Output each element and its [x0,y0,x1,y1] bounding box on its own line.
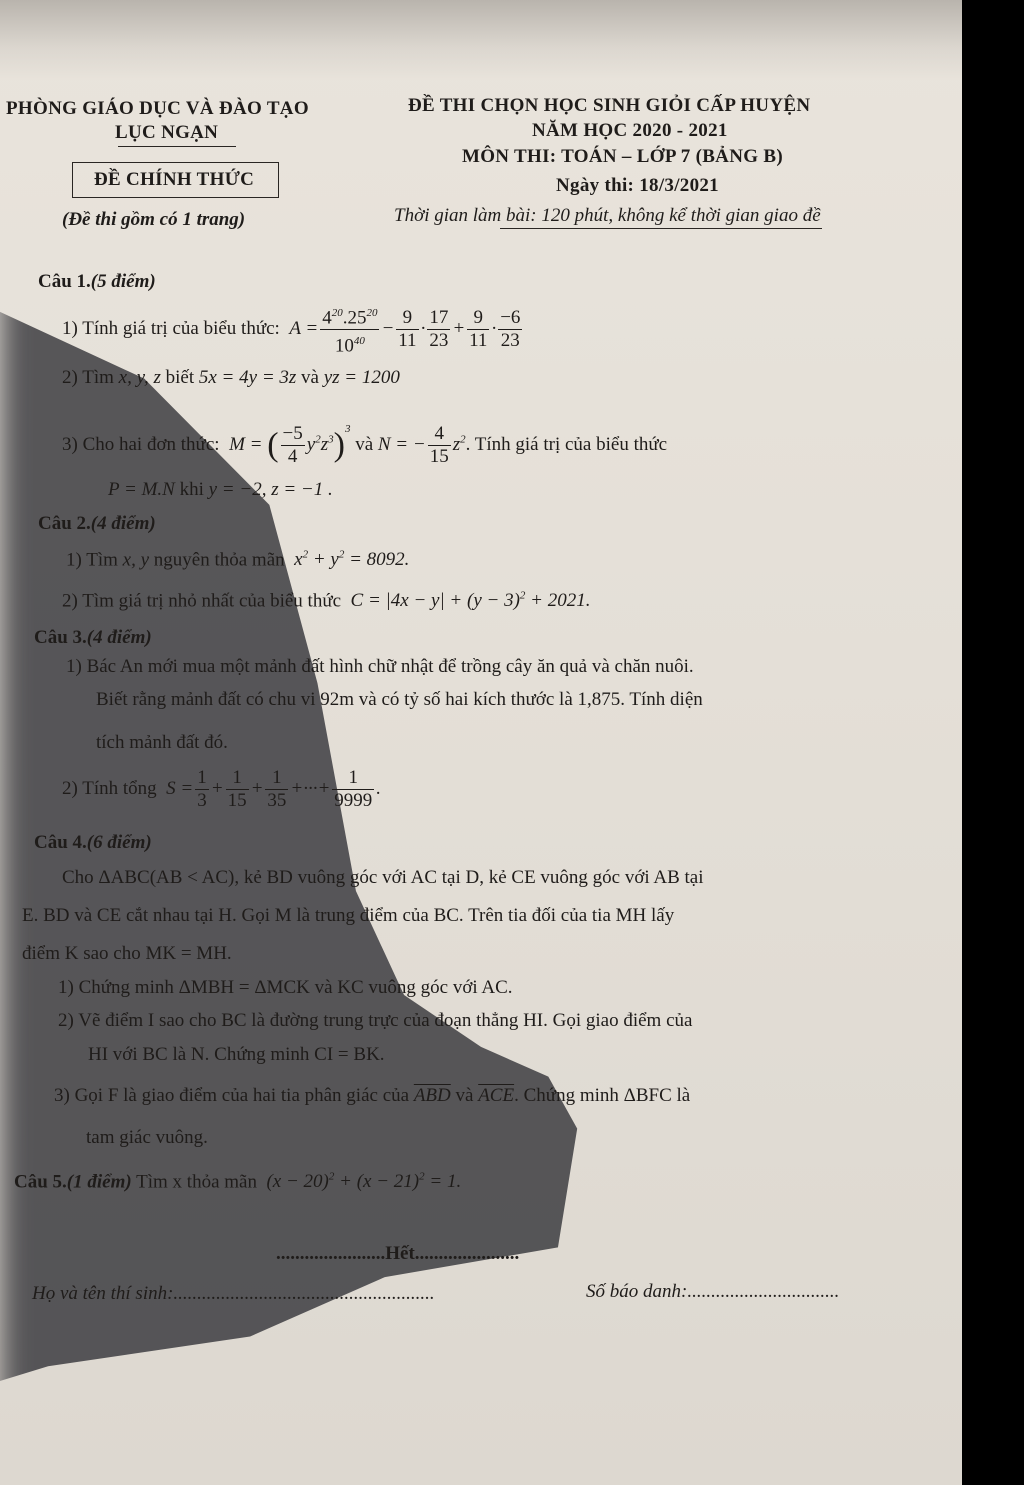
q1-heading [38,270,156,294]
q1-p1 [62,302,524,358]
q4-p2-line1: 2) Vẽ điểm I sao cho BC là đường trung trực của đoạn thẳng HI. Gọi giao điểm của [58,1010,693,1031]
q1-p3-mid: khi [179,479,204,500]
org-line1: PHÒNG GIÁO DỤC VÀ ĐÀO TẠO [6,98,309,119]
q1-p3-cond: y = −2, z = −1 . [208,479,333,500]
q4-points: (6 điểm) [86,832,152,853]
q3-p2 [62,765,381,813]
q1-p2 [62,366,400,390]
q1-p2-and: và [301,367,319,388]
q3-title: Câu 3. [34,627,87,648]
q1-p3 [62,405,667,470]
q1-p1-expr: A = $\frac{4^{20}.25^{20}}{10^{40}}$ − $\frac{9}{11}$ · $\frac{17}{23}$ + $\frac{9}{11}$ · $\frac{-6}{23}$ [285,318,525,339]
q2-points: (4 điểm) [90,513,156,534]
exam-date: Ngày thi: 18/3/2021 [556,175,719,196]
q3-p1-line3: tích mảnh đất đó. [96,732,228,753]
q4-p3-text-b: . Chứng minh ΔBFC là [514,1085,691,1106]
q2-p2-expr: $C = |4x - y| + (y - 3)^2 + 2021$. [345,590,591,612]
q2-p2 [62,584,590,613]
q1-p3-N: N = − $\frac{4}{15}$ $z^2$ [377,423,466,468]
q4-p3-angle1: $\overline{ABD}$ [413,1085,451,1106]
q4-p3-line2: tam giác vuông. [86,1127,208,1148]
q4-line1: Cho ΔABC(AB < AC), kẻ BD vuông góc với AC tại D, kẻ CE vuông góc với AB tại [62,867,704,888]
q1-p3-M: M = ( $\frac{-5}{4}$ $y^2z^3)^3$ [224,423,351,468]
q4-title: Câu 4. [34,832,87,853]
q1-p3-text: 3) Cho hai đơn thức: [62,434,220,455]
q1-points: (5 điểm) [90,271,156,292]
q1-title: Câu 1. [38,271,91,292]
exam-time: Thời gian làm bài: 120 phút, không kể thời gian giao đề [394,205,821,226]
candidate-id-label: Số báo danh:................................ [586,1281,840,1302]
q4-p3-text-a: 3) Gọi F là giao điểm của hai tia phân giác của [54,1085,410,1106]
q4-p1: 1) Chứng minh ΔMBH = ΔMCK và KC vuông góc với AC. [58,977,513,998]
q1-p3-and: và [355,434,374,455]
q1-p3-tail: . Tính giá trị của biểu thức [465,434,668,455]
q1-p2-vars: x, y, z [118,367,161,388]
q1-p3-expr: P = M.N [108,479,175,500]
header-underline [500,228,822,229]
end-marker: .......................Hết...................... [276,1243,520,1264]
q4-line2: E. BD và CE cắt nhau tại H. Gọi M là trung điểm của BC. Trên tia đối của tia MH lấy [22,905,675,926]
q2-title: Câu 2. [38,513,91,534]
q5-eq: $(x - 20)^2 + (x - 21)^2 = 1$. [261,1171,462,1193]
q2-p1 [66,543,409,572]
q3-points: (4 điểm) [86,627,152,648]
org-line2: LỤC NGẠN [115,122,219,143]
school-year: NĂM HỌC 2020 - 2021 [532,120,728,141]
q5-points: (1 điểm) [66,1171,132,1193]
q1-p3-line2 [108,478,333,502]
q3-p1-line1: 1) Bác An mới mua một mảnh đất hình chữ nhật để trồng cây ăn quả và chăn nuôi. [66,656,694,677]
q1-p2-eq2: yz = 1200 [323,367,400,388]
q1-p1-text: 1) Tính giá trị của biểu thức: [62,318,280,340]
exam-title: ĐỀ THI CHỌN HỌC SINH GIỎI CẤP HUYỆN [408,95,811,116]
q4-p3-and: và [455,1085,474,1106]
q3-heading [34,626,152,650]
q5-title: Câu 5. [14,1171,67,1193]
q2-p1-eq: $x^2 + y^2 = 8092$. [289,549,410,571]
subject: MÔN THI: TOÁN – LỚP 7 (BẢNG B) [462,146,783,167]
q4-p3-angle2: $\overline{ACE}$ [478,1085,515,1106]
q5-text: Tìm x thỏa mãn [136,1171,257,1193]
official-label: ĐỀ CHÍNH THỨC [94,169,255,190]
q4-p2-line2: HI với BC là N. Chứng minh CI = BK. [88,1044,385,1065]
q1-p2-prefix: 2) Tìm [62,367,114,388]
org-underline [118,146,236,147]
q1-p2-mid: biết [165,367,195,388]
q2-p1-vars: x, y [122,549,150,571]
paper-shadow-top [0,0,962,80]
q4-heading [34,831,152,855]
q4-p3-line1 [54,1084,690,1108]
q2-heading [38,512,156,536]
candidate-name-label: Họ và tên thí sinh:....................................................... [32,1283,435,1304]
q3-p2-text: 2) Tính tổng [62,778,157,799]
q1-p2-eq1: 5x = 4y = 3z [198,367,297,388]
q3-p2-sum: S = $\frac{1}{3}$ + $\frac{1}{15}$ + $\frac{1}{35}$ +···+ $\frac{1}{9999}$ . [161,767,382,812]
q3-p1-line2: Biết rằng mảnh đất có chu vi 92m và có tỷ số hai kích thước là 1,875. Tính diện [96,689,703,710]
q5 [14,1165,461,1194]
q2-p2-text: 2) Tìm giá trị nhỏ nhất của biểu thức [62,590,342,612]
q2-p1-prefix: 1) Tìm [66,549,118,571]
q4-line3: điểm K sao cho MK = MH. [22,943,232,964]
pages-note: (Đề thi gồm có 1 trang) [62,209,246,230]
q2-p1-mid: nguyên thỏa mãn [153,549,285,571]
